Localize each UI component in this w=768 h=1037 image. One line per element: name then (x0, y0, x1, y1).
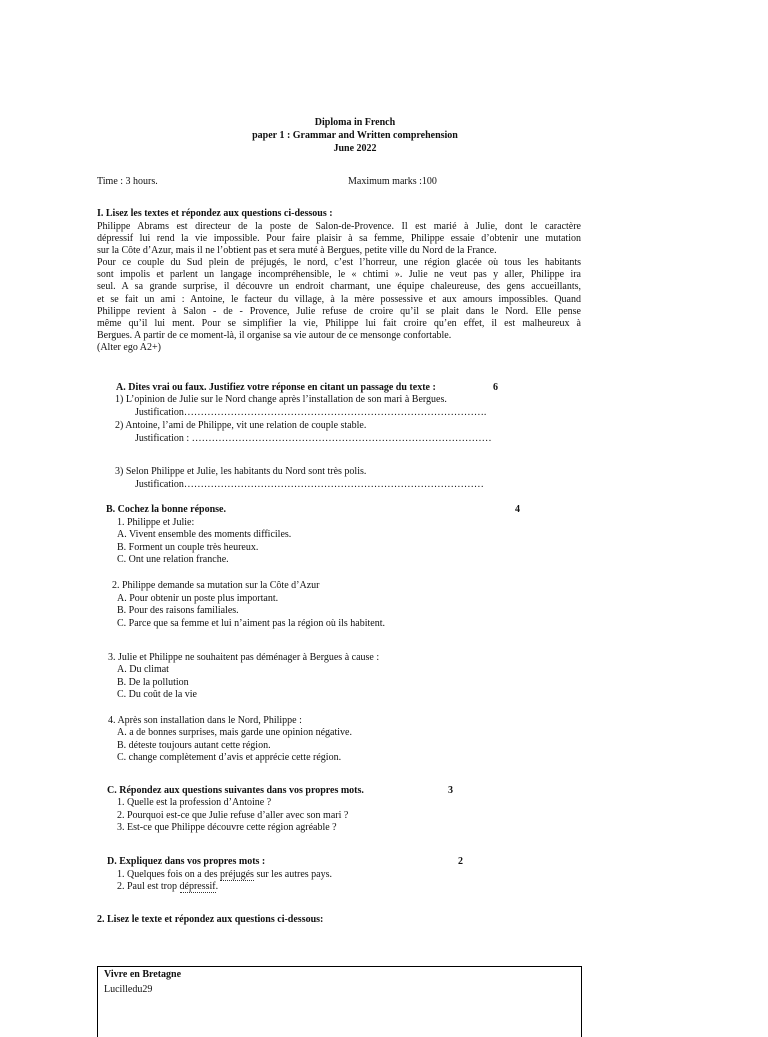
partB-title: B. Cochez la bonne réponse. (106, 504, 226, 515)
passage-line: Pour ce couple du Sud plein de préjugés, le nord, c’est l’horreur, une région glacée où tous les habitants (97, 257, 581, 269)
partA-marks: 6 (493, 382, 498, 393)
partB-option[interactable]: C. Ont une relation franche. (117, 554, 229, 565)
partB-option[interactable]: B. De la pollution (117, 677, 189, 688)
header-subtitle: paper 1 : Grammar and Written comprehension (252, 130, 458, 141)
partB-question-1: 1. Philippe et Julie: (117, 517, 195, 528)
partB-question-2: 2. Philippe demande sa mutation sur la Côte d’Azur (112, 580, 320, 591)
exam-time: Time : 3 hours. (97, 176, 158, 187)
partB-option[interactable]: A. Pour obtenir un poste plus important. (117, 593, 279, 604)
passage-line: dépressif lui rend la vie impossible. Pour faire plaisir à sa femme, Philippe essaie d’obtenir une mutation (97, 233, 581, 245)
partD-marks: 2 (458, 856, 463, 867)
partA-question-1: 1) L’opinion de Julie sur le Nord change après l’installation de son mari à Bergues. (115, 394, 447, 405)
passage-line: même qu’il lui ment. Pour se simplifier la vie, Philippe lui fait croire qu’en effet, il est malheureux à (97, 317, 581, 329)
partB-option[interactable]: C. change complètement d’avis et apprécie cette région. (117, 752, 342, 763)
header-date: June 2022 (333, 143, 377, 154)
partB-option[interactable]: B. Pour des raisons familiales. (117, 605, 239, 616)
partC-question: 2. Pourquoi est-ce que Julie refuse d’aller avec son mari ? (117, 810, 349, 821)
partA-question-3: 3) Selon Philippe et Julie, les habitants du Nord sont très polis. (115, 466, 367, 477)
passage-line: sont impolis et parlent un langage incompréhensible, le « chtimi ». Julie ne veut pas y aller, Philippe ira (97, 269, 581, 281)
partA-justification-3[interactable]: Justification……………………………………………………………………………… (135, 479, 484, 490)
exam-marks: Maximum marks :100 (348, 176, 437, 187)
passage-line: Philippe revient à Salon - de - Provence, Julie refuse de croire qu’il se plait dans le Nord. Elle pense (97, 305, 581, 317)
partB-option[interactable]: B. Forment un couple très heureux. (117, 542, 259, 553)
partA-justification-2[interactable]: Justification : ……………………………………………………………………………… (135, 433, 492, 444)
reading-passage (97, 221, 581, 354)
partA-question-2: 2) Antoine, l’ami de Philippe, vit une relation de couple stable. (115, 420, 367, 431)
box-title: Vivre en Bretagne (104, 969, 182, 980)
partD-item-1: 1. Quelques fois on a des préjugés sur les autres pays. (117, 869, 332, 880)
partD-item-2: 2. Paul est trop dépressif. (117, 881, 219, 892)
partC-marks: 3 (448, 785, 453, 796)
text-box (97, 966, 582, 1037)
partB-option[interactable]: C. Parce que sa femme et lui n’aiment pas la région où ils habitent. (117, 618, 385, 629)
highlighted-word: préjugés (220, 869, 254, 880)
section2-title: 2. Lisez le texte et répondez aux questions ci-dessous: (97, 914, 324, 925)
partB-question-3: 3. Julie et Philippe ne souhaitent pas déménager à Bergues à cause : (108, 652, 380, 663)
partB-marks: 4 (515, 504, 520, 515)
passage-line: et se fait un ami : Antoine, le facteur du village, à la mère possessive et aux amours impossibles. Quand (97, 293, 581, 305)
partC-question: 1. Quelle est la profession d’Antoine ? (117, 797, 272, 808)
partB-question-4: 4. Après son installation dans le Nord, Philippe : (108, 715, 302, 726)
passage-line: Bergues. A partir de ce moment-là, il organise sa vie autour de ce mensonge confortable. (97, 329, 452, 341)
partB-option[interactable]: B. déteste toujours autant cette région. (117, 740, 271, 751)
passage-line: seul. A sa grande surprise, il découvre un endroit charmant, une équipe chaleureuse, des gens accueillants, (97, 281, 581, 293)
partC-question: 3. Est-ce que Philippe découvre cette région agréable ? (117, 822, 337, 833)
section1-title: I. Lisez les textes et répondez aux questions ci-dessous : (97, 208, 333, 219)
partB-option[interactable]: A. a de bonnes surprises, mais garde une opinion négative. (117, 727, 352, 738)
partB-option[interactable]: A. Du climat (117, 664, 169, 675)
passage-line: Philippe Abrams est directeur de la poste de Salon-de-Provence. Il est marié à Julie, dont le caractère (97, 221, 581, 232)
partA-title: A. Dites vrai ou faux. Justifiez votre réponse en citant un passage du texte : (116, 382, 436, 393)
partB-option[interactable]: A. Vivent ensemble des moments difficiles. (117, 529, 292, 540)
passage-source: (Alter ego A2+) (97, 341, 161, 353)
header-title: Diploma in French (314, 117, 396, 128)
partC-title: C. Répondez aux questions suivantes dans vos propres mots. (107, 785, 364, 796)
passage-line: sur la Côte d’Azur, mais il ne l’obtient pas et sera muté à Bergues, petite ville du Nord de la France. (97, 245, 497, 257)
partA-justification-1[interactable]: Justification………………………………………………………………………………. (135, 407, 487, 418)
partB-option[interactable]: C. Du coût de la vie (117, 689, 197, 700)
highlighted-word: dépressif (179, 881, 216, 892)
partD-title: D. Expliquez dans vos propres mots : (107, 856, 266, 867)
box-author: Lucilledu29 (104, 984, 153, 995)
